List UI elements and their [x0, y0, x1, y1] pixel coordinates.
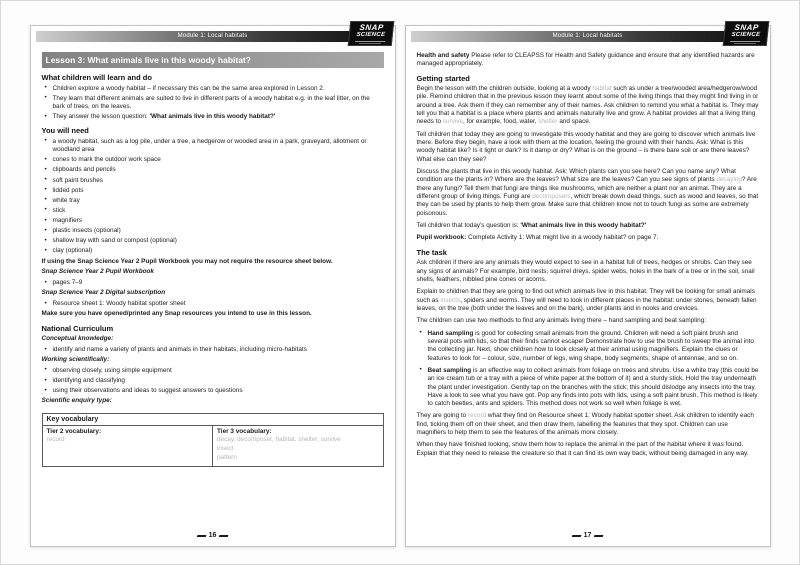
pupil-workbook-note: Pupil workbook: Complete Activity 1: What might live in a woody habitat? on page 7. — [416, 234, 659, 242]
tier3-words: insect — [217, 444, 234, 452]
tier3-label: Tier 3 vocabulary: — [217, 427, 272, 435]
key-vocabulary-box — [42, 413, 384, 468]
tier3-words: pattern — [217, 453, 237, 461]
need-bullet: • stick — [42, 207, 384, 215]
logo-divider — [358, 43, 380, 44]
beat-sampling-bullet: • Beat sampling is an effective way to collect animals from foliage on trees and shrubs. Use a white tray (this could be an ice cream tub or a tray with a piece of white paper at the bottom of it) and a sturdy stick. Hold the tray underneath the plant under investigation. Gently tap on the branches with the stick; this should dislodge any insects into the tray. Have a look to see what you have got. Pop any finds into pots with lids, using a soft paint brush. This method is likely to catch beetles, ants and spiders. This method does not work so well when foliage is wet. — [417, 367, 759, 409]
tier3-column — [213, 426, 383, 467]
logo-text-snap: SNAP — [733, 23, 759, 32]
heading-national-curriculum: National Curriculum — [41, 323, 114, 333]
need-bullet: • a woody habitat, such as a log pile, under a tree, a hedgerow or wooded area in a park, graveyard, allotment or woodland area — [42, 138, 384, 155]
pupil-workbook-bullet: • pages 7–9 — [42, 279, 384, 287]
page-number-value: 17 — [583, 532, 592, 539]
tier2-words: record — [46, 436, 65, 444]
digital-subscription-heading: Snap Science Year 2 Digital subscription — [41, 289, 166, 297]
need-bullet: • clay (optional) — [42, 247, 384, 255]
need-bullet: • soft paint brushes — [42, 177, 384, 185]
workbook-note: If using the Snap Science Year 2 Pupil Workbook you may not require the resource sheet below. — [41, 257, 333, 265]
need-bullet: • plastic insects (optional) — [42, 227, 384, 235]
paragraph: They are going to record what they find on Resource sheet 1: Woody habitat spotter sheet. Ask children to identify each find, ticking them off on their sheet, and then draw them, labelling the features that they spot. Children can use magnifiers to help them to see the features of the animals more closely. — [416, 412, 754, 437]
right-page-content — [417, 52, 759, 462]
heading-learn-and-do: What children will learn and do — [41, 73, 152, 82]
page-number-ornament — [219, 535, 229, 537]
learn-bullet: • They answer the lesson question: 'What animals live in this woody habitat?' — [42, 113, 384, 121]
need-bullet: • clipboards and pencils — [42, 166, 384, 174]
paragraph: Discuss the plants that live in this woody habitat. Ask: Which plants can you see here? Can you name any? What condition are the plants in? Where are the leaves? What size are the leaves? Can you see signs of plants decaying? Are there any fungi? Tell them that fungi are things like mushrooms, which are neither a plant nor an animal. They are a different group of living things. Fungi are decomposers, which break down dead things, such as wood and leaves, so that they can be used by plants to help them grow. Make sure that children know not to touch fungi as some are extremely poisonous. — [416, 168, 759, 217]
left-page-header-bar — [36, 31, 390, 42]
paragraph: The children can use two methods to find any animals living there – hand sampling and beat sampling: — [416, 317, 707, 325]
heading-the-task: The task — [416, 247, 447, 257]
paragraph: Ask children if there are any animals they would expect to see in a habitat full of trees, hedges or shrubs. Can they see any signs of animals? For example, bird nests, squirrel dreys, spider webs, holes in the bark of a tree or in the soil, snail shells, feathers, nibbled pine cones or acorns. — [416, 259, 755, 283]
resources-note: Make sure you have opened/printed any Snap resources you intend to use in this lesson. — [41, 310, 312, 318]
logo-text-snap: SNAP — [358, 23, 384, 32]
module-breadcrumb: Module 1: Local habitats — [177, 33, 248, 39]
enquiry-type-label: Scientific enquiry type: — [41, 397, 112, 405]
need-bullet: • white tray — [42, 197, 384, 205]
learn-bullet: • Children explore a woody habitat – if necessary this can be the same area explored in Lesson 2. — [42, 85, 384, 93]
lesson-title: Lesson 3: What animals live in this woody habitat? — [42, 52, 384, 68]
working-scientifically-label: Working scientifically: — [41, 356, 110, 364]
logo-divider — [733, 43, 755, 44]
key-vocabulary-title: Key vocabulary — [43, 414, 383, 426]
need-bullet: • magnifiers — [42, 217, 384, 225]
working-bullet: • using their observations and ideas to suggest answers to questions — [42, 387, 384, 395]
paragraph: Tell children that today they are going to investigate this woody habitat and they are going to discover which animals live there. Before they begin, have a look with them at the location, feeling the ground with their hands. Ask: What is this woody habitat like? Is it light or dark? Is it damp or dry? What is on the ground – is there bare soil or are there leaves? What else can they see? — [416, 130, 756, 163]
logo-text-science: SCIENCE — [355, 32, 386, 38]
snap-science-logo — [347, 21, 394, 46]
conceptual-bullet: • identify and name a variety of plants and animals in their habitats, including micro-habitats — [42, 346, 384, 354]
page-number-value: 16 — [208, 532, 217, 539]
paragraph: Begin the lesson with the children outside, looking at a woody habitat such as under a tree/wooded area/hedgerow/wood pile. Remind children that in the previous lesson they learnt about some of the living things that they might find living in or around a tree. Ask them if they can remember any of their names. Ask children to remind you what a habitat is. They may tell you that a habitat is a place where plants and animals naturally live and grow. A habitat provides all that a living thing needs to survive, for example, food, water, shelter and space. — [416, 85, 759, 126]
learn-bullet: • They learn that different animals are suited to live in different parts of a woody habitat e.g. in the leaf litter, on the bark of trees, on the leaves. — [42, 95, 384, 112]
page-number-left — [197, 532, 229, 539]
snap-science-logo — [722, 21, 769, 46]
need-bullet: • shallow tray with sand or compost (optional) — [42, 237, 384, 245]
need-bullet: • lidded pots — [42, 187, 384, 195]
module-breadcrumb: Module 1: Local habitats — [552, 33, 623, 39]
need-bullet: • cones to mark the outdoor work space — [42, 156, 384, 164]
left-page-content — [42, 52, 384, 467]
hand-sampling-bullet: • Hand sampling is good for collecting small animals from the ground. Children will need a soft paint brush and several pots with lids, so that their finds cannot escape! Demonstrate how to use the brush to sweep the animal into the collecting jar. Next, show children how to look closely at their animal using magnifiers. Explain the clues or features to look for – colour, size, number of legs, wing shape, body segments, shape of antennae, and so on. — [417, 330, 759, 363]
key-vocabulary-columns — [43, 426, 383, 467]
health-and-safety-note: Health and safety Please refer to CLEAPSS for Health and Safety guidance and ensure that any identified hazards are managed appropriately. — [416, 52, 755, 68]
paragraph: When they have finished looking, show them how to replace the animal in the part of the habitat where it was found. Explain that they need to release the creature so that it can find its own way back, without being damaged in any way. — [416, 441, 749, 457]
logo-divider — [730, 41, 760, 42]
tier2-label: Tier 2 vocabulary: — [46, 427, 102, 435]
logo-text-science: SCIENCE — [730, 32, 761, 38]
page-number-right — [572, 532, 604, 539]
heading-you-will-need: You will need — [41, 126, 89, 136]
working-bullet: • identifying and classifying — [42, 377, 384, 385]
pupil-workbook-heading: Snap Science Year 2 Pupil Workbook — [41, 268, 154, 276]
page-number-ornament — [594, 535, 604, 537]
digital-subscription-bullet: • Resource sheet 1: Woody habitat spotter sheet — [42, 300, 384, 308]
left-page — [30, 25, 396, 547]
tier2-column — [43, 426, 214, 467]
conceptual-knowledge-label: Conceptual knowledge: — [41, 335, 114, 343]
paragraph: Explain to children that they are going to find out which animals live in this habitat. They will be looking for small animals such as insects, spiders and worms. They will need to look in different places in the habitat: under stones, beneath fallen leaves, on the tree (both under the leaves and on the bark), under plants and in nooks and crevices. — [416, 288, 757, 312]
tier3-words: decay, decomposer, habitat, shelter, survive — [217, 436, 341, 444]
right-page-header-bar — [411, 31, 765, 42]
page-number-ornament — [196, 535, 206, 537]
working-bullet: • observing closely, using simple equipment — [42, 367, 384, 375]
heading-getting-started: Getting started — [416, 73, 470, 83]
todays-question: Tell children that today's question is: 'What animals live in this woody habitat?' — [416, 222, 647, 230]
logo-divider — [355, 41, 385, 42]
right-page — [405, 25, 771, 547]
page-number-ornament — [571, 535, 581, 537]
